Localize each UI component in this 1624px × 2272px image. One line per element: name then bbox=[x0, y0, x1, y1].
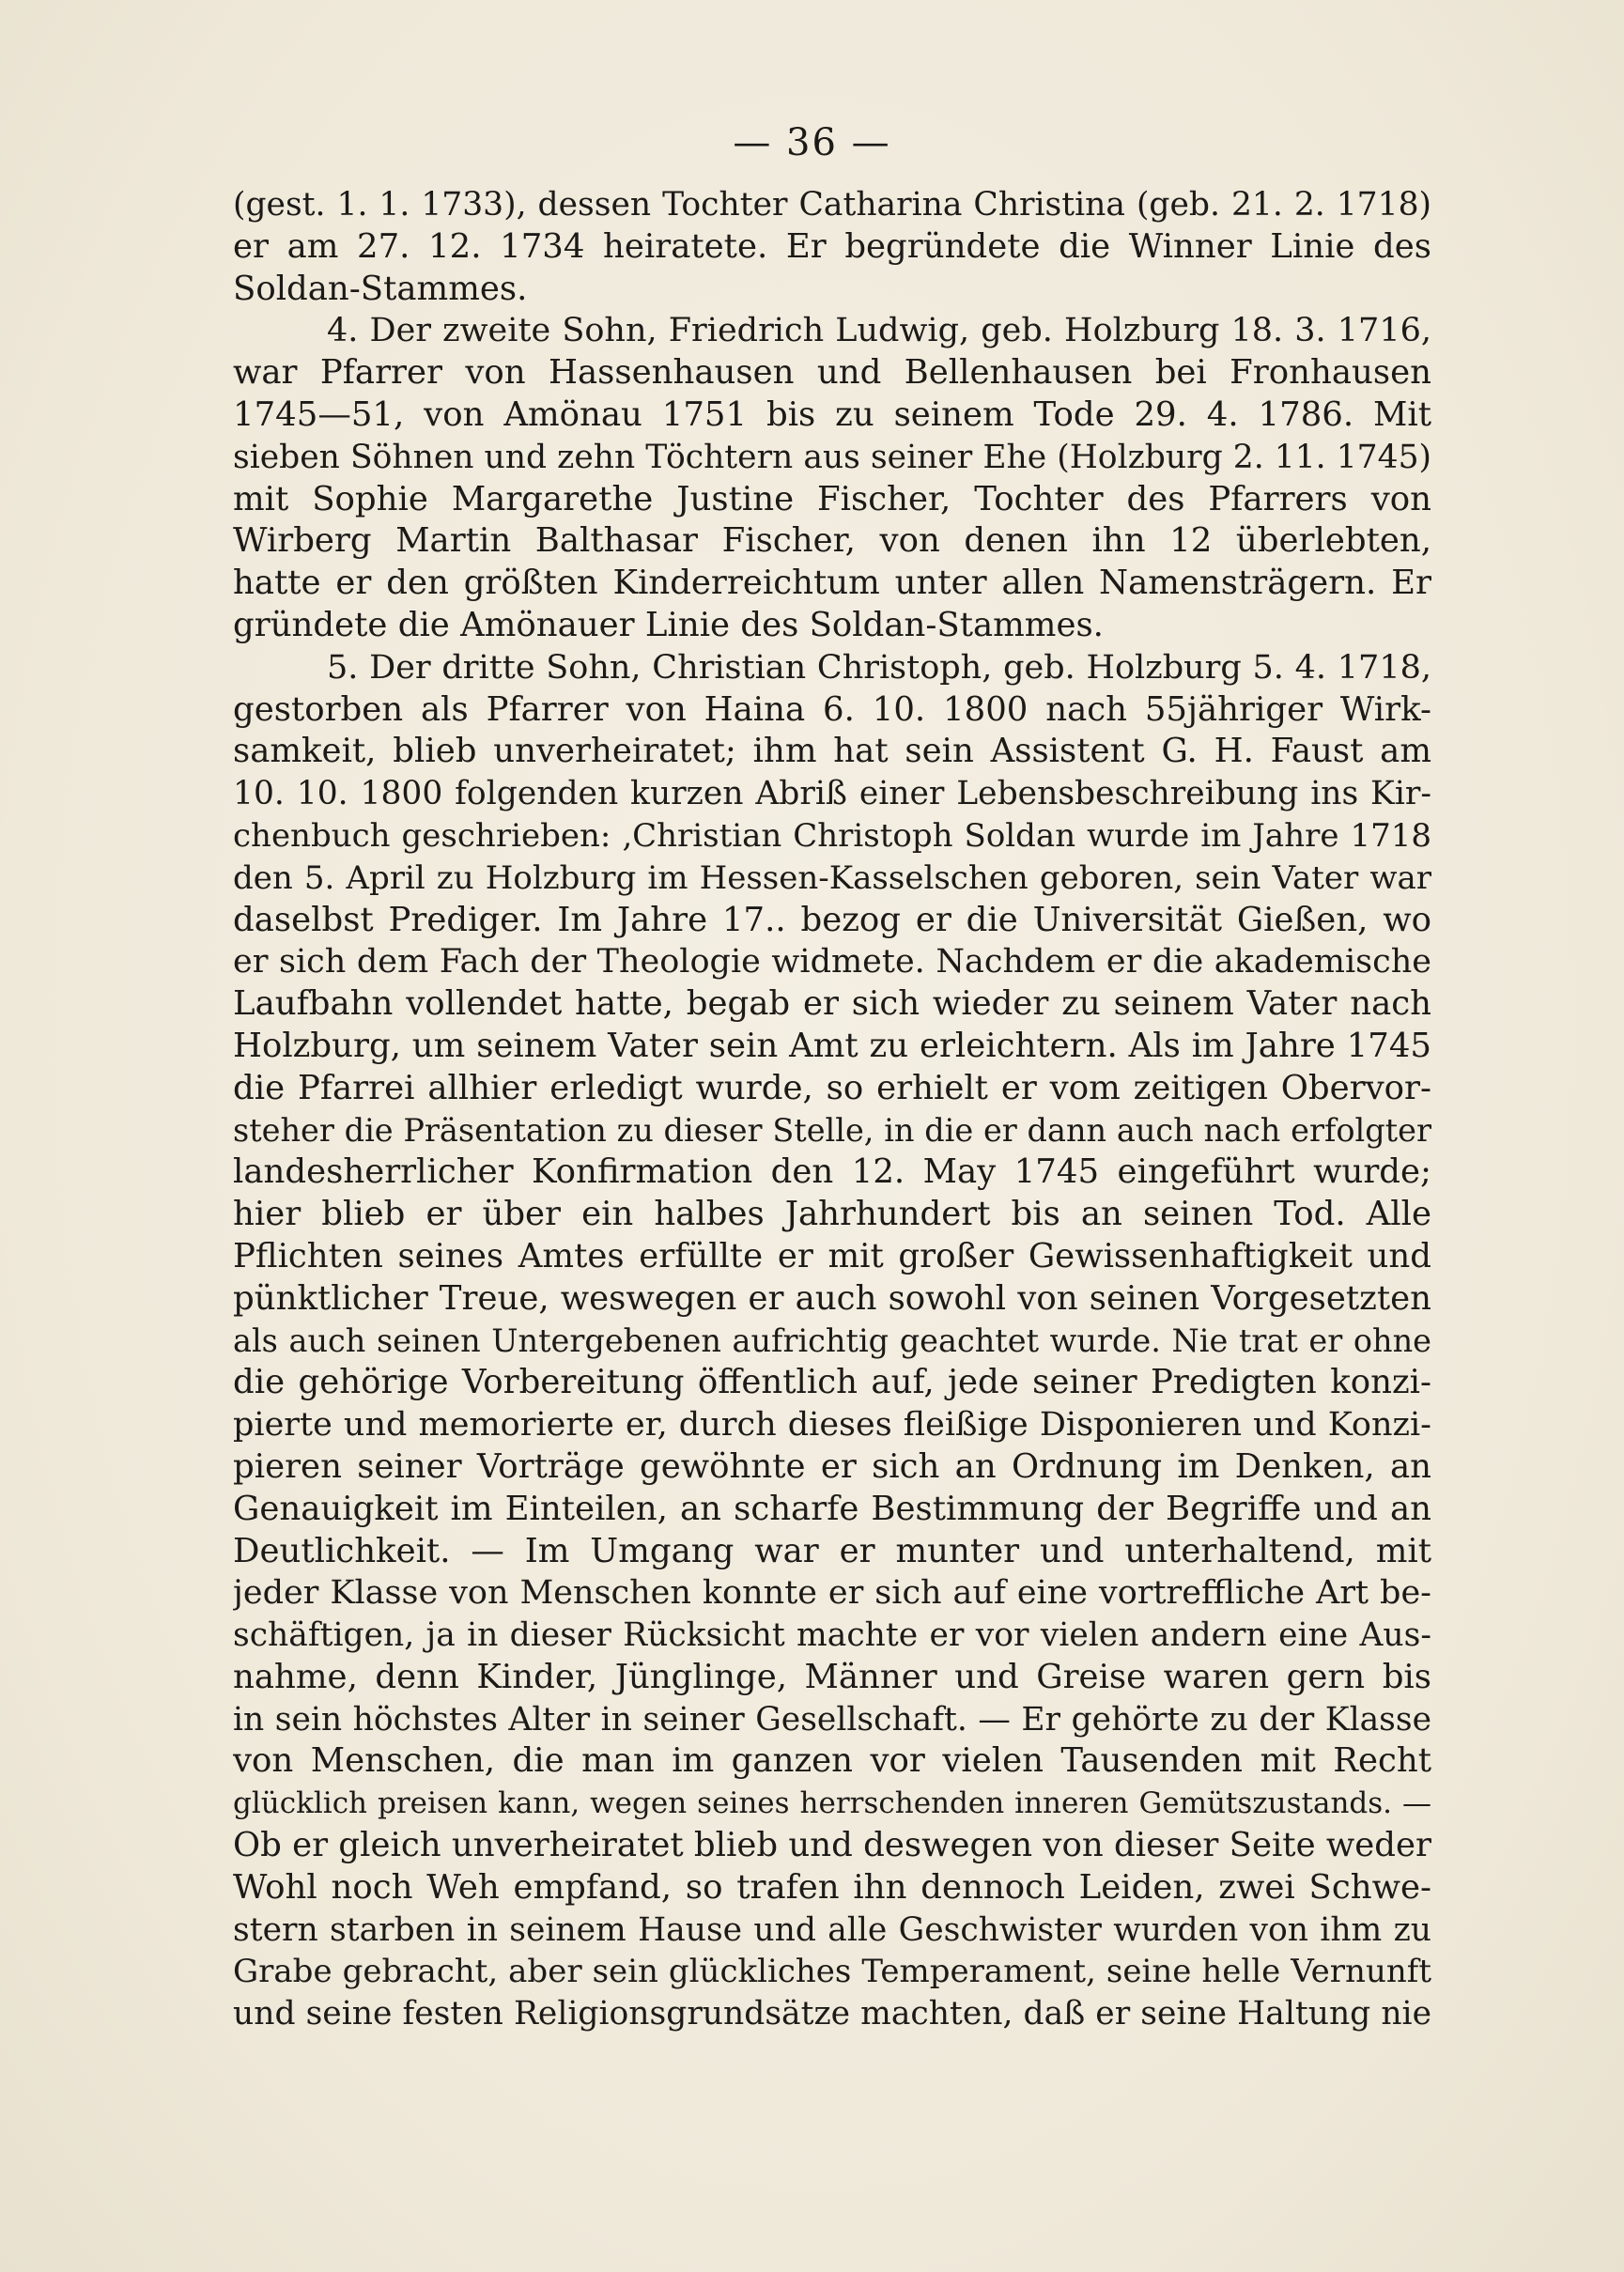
text-line: pierte und memorierte er, durch dieses fleißige Disponieren und Konzi- bbox=[233, 1406, 1431, 1445]
text-line: 4. Der zweite Sohn, Friedrich Ludwig, geb. Holzburg 18. 3. 1716, bbox=[327, 312, 1431, 350]
text-line: die gehörige Vorbereitung öffentlich auf, jede seiner Predigten konzi- bbox=[233, 1363, 1431, 1402]
text-line: er am 27. 12. 1734 heiratete. Er begründete die Winner Linie des bbox=[233, 226, 1431, 266]
text-line: Ob er gleich unverheiratet blieb und deswegen von dieser Seite weder bbox=[233, 1826, 1431, 1865]
text-line: mit Sophie Margarethe Justine Fischer, Tochter des Pfarrers von bbox=[233, 479, 1431, 518]
text-line: hier blieb er über ein halbes Jahrhundert bis an seinen Tod. Alle bbox=[233, 1195, 1431, 1234]
text-line: pieren seiner Vorträge gewöhnte er sich an Ordnung im Denken, an bbox=[233, 1446, 1431, 1486]
text-line: steher die Präsentation zu dieser Stelle, in die er dann auch nach erfolgter bbox=[233, 1111, 1431, 1149]
text-line: und seine festen Religionsgrundsätze machten, daß er seine Haltung nie bbox=[233, 1995, 1431, 2033]
text-line: (gest. 1. 1. 1733), dessen Tochter Catharina Christina (geb. 21. 2. 1718) bbox=[233, 186, 1431, 224]
text-line: daselbst Prediger. Im Jahre 17.. bezog er die Universität Gießen, wo bbox=[233, 900, 1431, 939]
text-line: in sein höchstes Alter in seiner Gesellschaft. — Er gehörte zu der Klasse bbox=[233, 1700, 1431, 1739]
text-line: die Pfarrei allhier erledigt wurde, so erhielt er vom zeitigen Obervor- bbox=[233, 1068, 1431, 1107]
text-line: Holzburg, um seinem Vater sein Amt zu erleichtern. Als im Jahre 1745 bbox=[233, 1026, 1431, 1065]
text-line: schäftigen, ja in dieser Rücksicht machte er vor vielen andern eine Aus- bbox=[233, 1616, 1431, 1655]
text-line: er sich dem Fach der Theologie widmete. Nachdem er die akademische bbox=[233, 943, 1431, 981]
text-line: 5. Der dritte Sohn, Christian Christoph, geb. Holzburg 5. 4. 1718, bbox=[327, 648, 1431, 687]
text-line: jeder Klasse von Menschen konnte er sich auf eine vortreffliche Art be- bbox=[233, 1574, 1431, 1613]
text-line: Grabe gebracht, aber sein glückliches Temperament, seine helle Vernunft bbox=[233, 1953, 1431, 1991]
text-line: war Pfarrer von Hassenhausen und Bellenhausen bei Fronhausen bbox=[233, 353, 1431, 393]
page-number: — 36 — bbox=[733, 121, 891, 164]
text-line: nahme, denn Kinder, Jünglinge, Männer und Greise waren gern bis bbox=[233, 1657, 1431, 1696]
text-line: Wirberg Martin Balthasar Fischer, von denen ihn 12 überlebten, bbox=[233, 521, 1431, 561]
text-line: chenbuch geschrieben: ‚Christian Christoph Soldan wurde im Jahre 1718 bbox=[233, 816, 1431, 855]
text-line: gründete die Amönauer Linie des Soldan-Stammes. bbox=[233, 605, 1104, 644]
text-line: Wohl noch Weh empfand, so trafen ihn dennoch Leiden, zwei Schwe- bbox=[233, 1867, 1431, 1907]
text-line: Soldan-Stammes. bbox=[233, 269, 528, 308]
text-line: glücklich preisen kann, wegen seines herrschenden inneren Gemütszustands. — bbox=[233, 1786, 1431, 1821]
text-line: als auch seinen Untergebenen aufrichtig geachtet wurde. Nie trat er ohne bbox=[233, 1321, 1431, 1359]
text-line: 10. 10. 1800 folgenden kurzen Abriß einer Lebensbeschreibung ins Kir- bbox=[233, 775, 1431, 813]
text-line: 1745—51, von Amönau 1751 bis zu seinem Tode 29. 4. 1786. Mit bbox=[233, 394, 1431, 434]
text-line: Deutlichkeit. — Im Umgang war er munter und unterhaltend, mit bbox=[233, 1531, 1431, 1570]
text-line: den 5. April zu Holzburg im Hessen-Kasselschen geboren, sein Vater war bbox=[233, 858, 1431, 897]
text-line: stern starben in seinem Hause und alle Geschwister wurden von ihm zu bbox=[233, 1910, 1431, 1949]
text-line: sieben Söhnen und zehn Töchtern aus seiner Ehe (Holzburg 2. 11. 1745) bbox=[233, 438, 1431, 476]
text-line: von Menschen, die man im ganzen vor vielen Tausenden mit Recht bbox=[233, 1741, 1431, 1781]
text-line: hatte er den größten Kinderreichtum unter allen Namensträgern. Er bbox=[233, 564, 1431, 603]
text-line: gestorben als Pfarrer von Haina 6. 10. 1800 nach 55jähriger Wirk- bbox=[233, 689, 1431, 729]
text-line: samkeit, blieb unverheiratet; ihm hat sein Assistent G. H. Faust am bbox=[233, 732, 1431, 771]
text-line: landesherrlicher Konfirmation den 12. May 1745 eingeführt wurde; bbox=[233, 1152, 1431, 1192]
body-text bbox=[233, 184, 1431, 2035]
text-line: Genauigkeit im Einteilen, an scharfe Bestimmung der Begriffe und an bbox=[233, 1489, 1431, 1528]
text-line: pünktlicher Treue, weswegen er auch sowohl von seinen Vorgesetzten bbox=[233, 1278, 1431, 1318]
text-line: Pflichten seines Amtes erfüllte er mit großer Gewissenhaftigkeit und bbox=[233, 1236, 1431, 1275]
text-line: Laufbahn vollendet hatte, begab er sich wieder zu seinem Vater nach bbox=[233, 984, 1431, 1024]
